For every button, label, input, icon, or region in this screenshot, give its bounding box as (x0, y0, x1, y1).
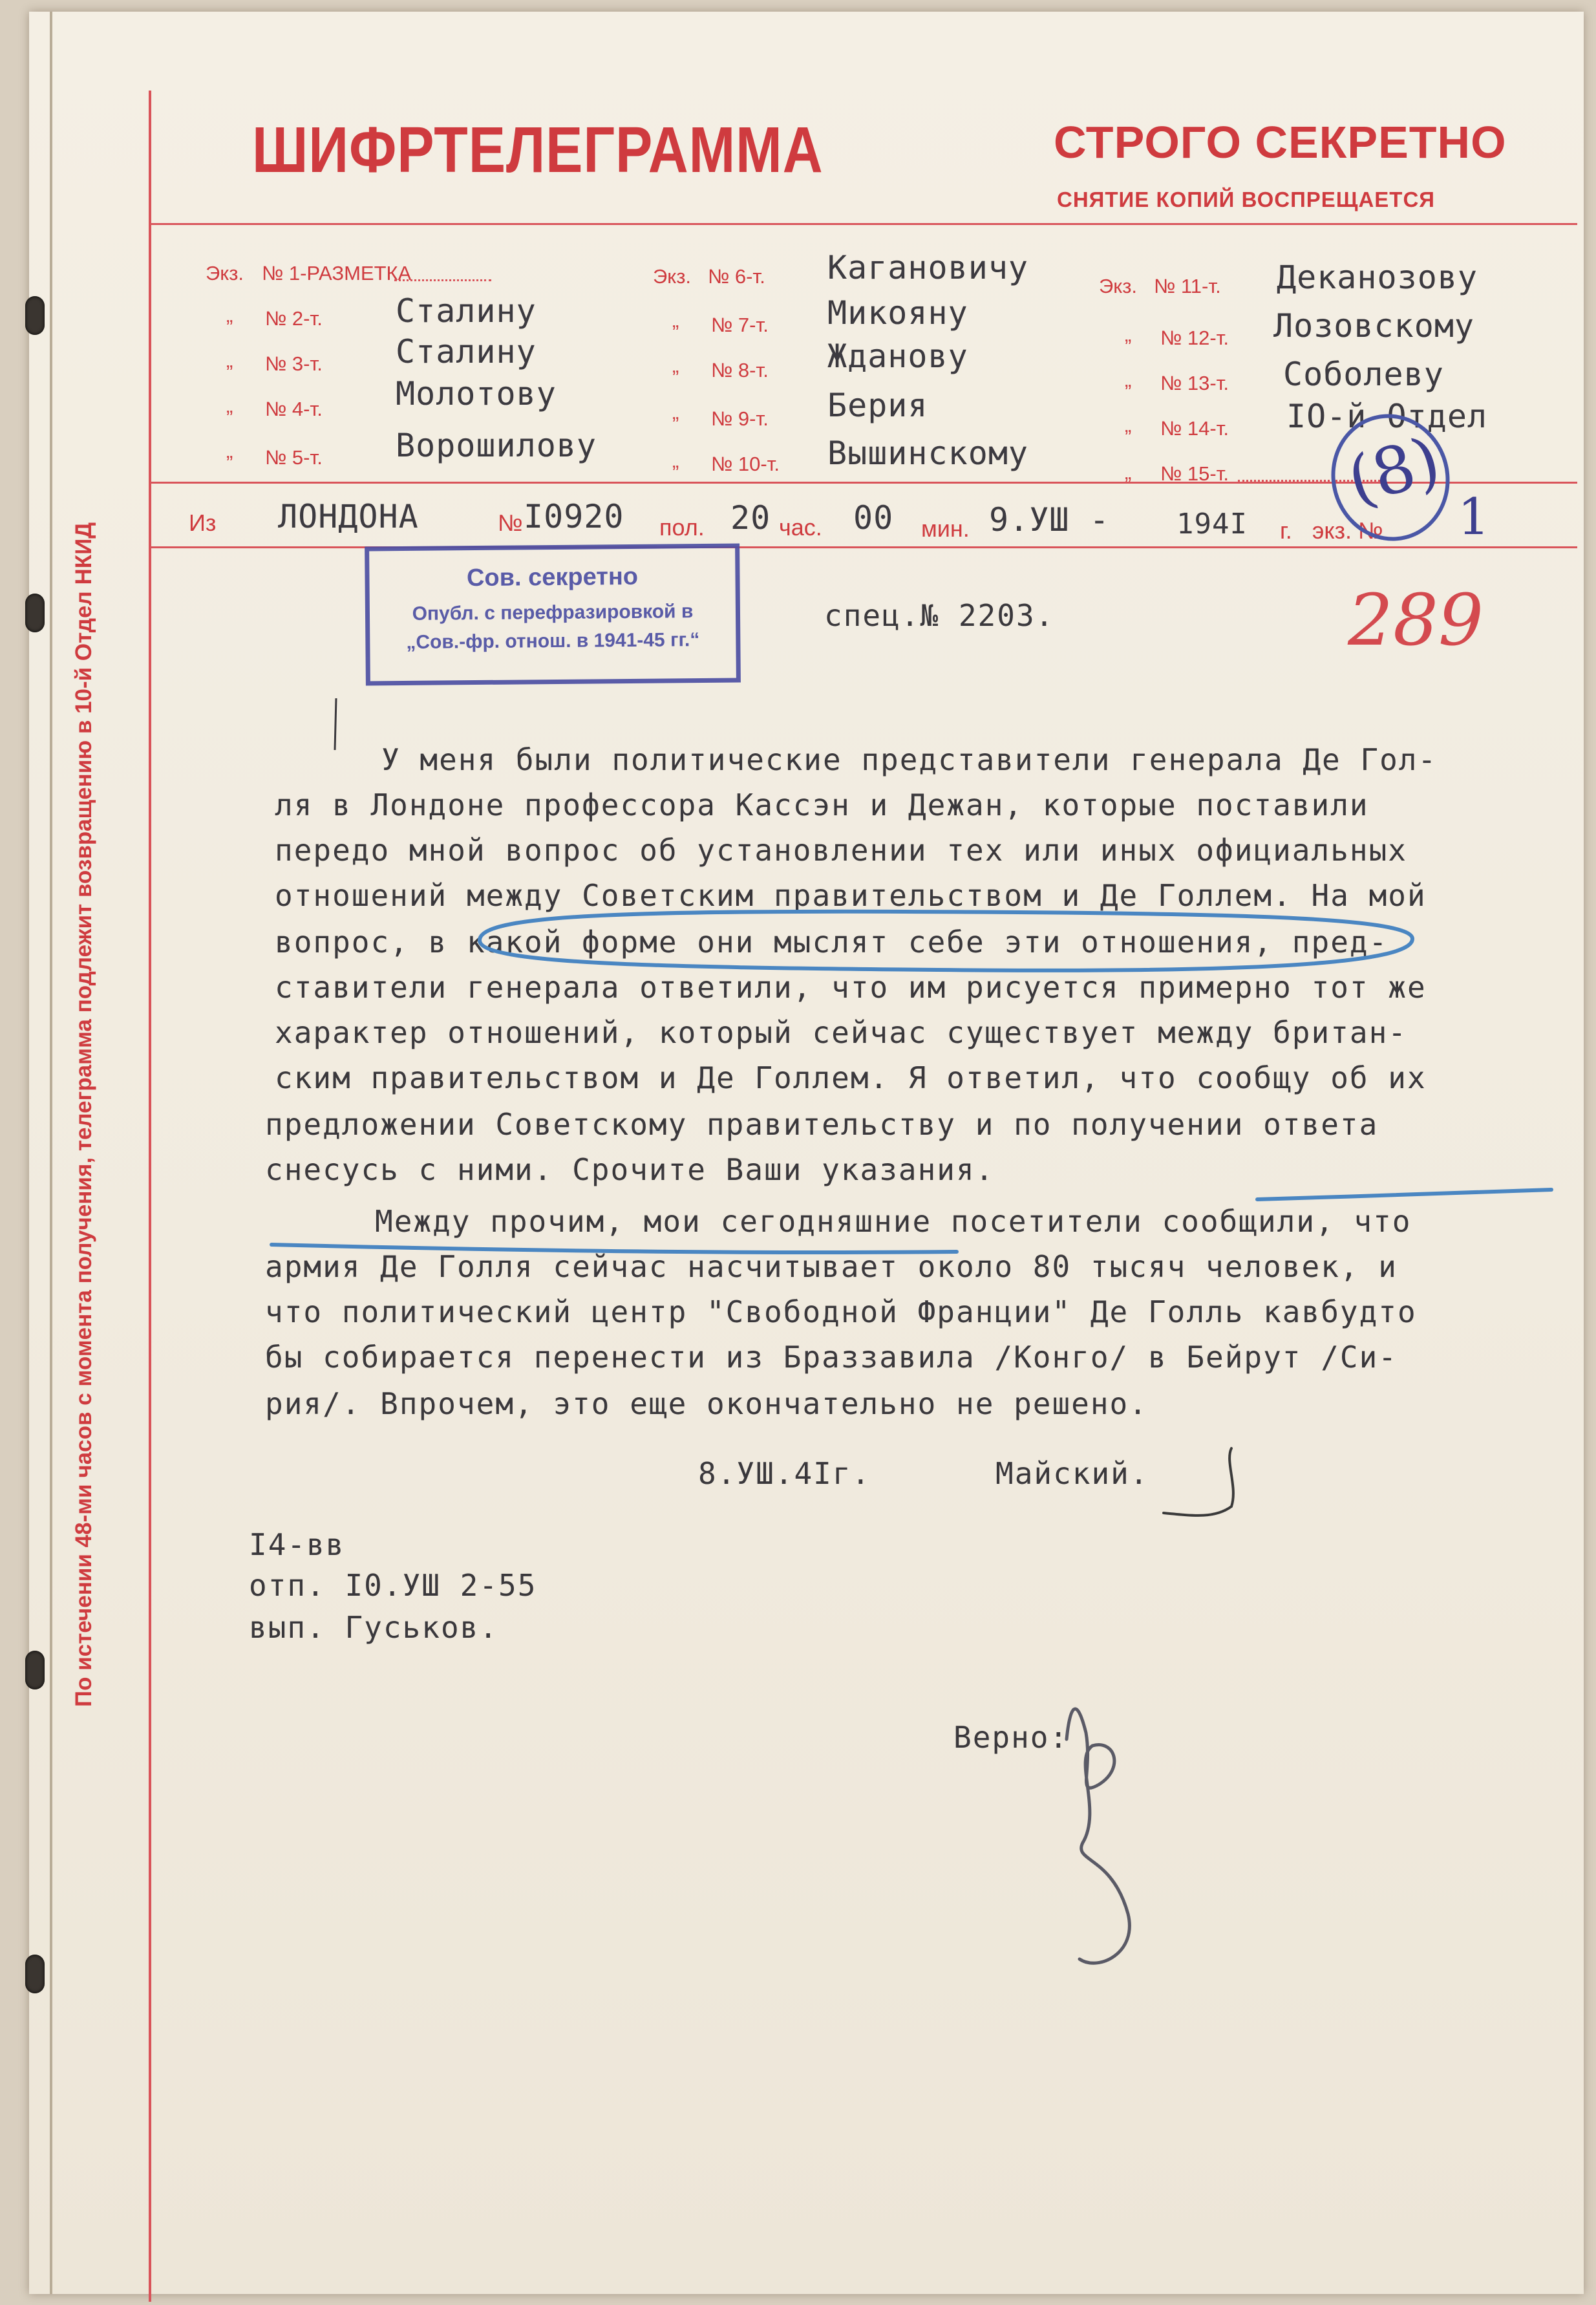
copy-label-4: № 4-т. (265, 398, 323, 420)
copy-label-15: № 15-т. (1160, 462, 1229, 485)
addressee-4: Молотову (396, 375, 557, 413)
from-city: ЛОНДОНА (278, 498, 419, 535)
ditto-mark: „ (1125, 369, 1132, 391)
received-date: 9.УШ - (989, 501, 1110, 539)
special-number: спец.№ 2203. (824, 598, 1055, 633)
ditto-mark: „ (226, 440, 233, 462)
ditto-mark: „ (672, 449, 679, 472)
addressee-3: Сталину (396, 333, 537, 370)
copy-prefix: Экз. (1099, 275, 1138, 297)
addressee-14: IO-й Отдел (1286, 398, 1488, 435)
copy-label-5: № 5-т. (265, 446, 323, 469)
body-line: армия Де Голля сейчас насчитывает около 80 тысяч человек, и (265, 1249, 1398, 1284)
received-label: пол. (659, 514, 705, 541)
addressee-9: Берия (827, 387, 928, 424)
closing-date: 8.УШ.4Iг. (698, 1456, 871, 1491)
received-year: 194I (1176, 508, 1248, 541)
ditto-mark: „ (1125, 323, 1132, 346)
minutes-label: мин. (921, 515, 970, 542)
body-line: предложении Советскому правительству и по получении ответа (265, 1107, 1379, 1142)
addressee-13: Соболеву (1283, 356, 1444, 393)
addressee-10: Вышинскому (827, 434, 1029, 472)
ditto-mark: „ (672, 401, 679, 423)
pencil-circle-mark (480, 912, 1412, 970)
year-label: г. (1280, 517, 1292, 544)
copy-label-6: № 6-т. (708, 265, 765, 288)
body-line: ставители генерала ответили, что им рисуется примерно тот же (275, 970, 1427, 1005)
addressee-7: Микояну (827, 294, 968, 332)
copy-number-label: экз. № (1312, 517, 1383, 544)
number-label: № (498, 509, 523, 536)
closing-signature: Майский. (995, 1456, 1149, 1491)
copy-label-7: № 7-т. (711, 314, 769, 336)
signature-squiggle (1164, 1448, 1233, 1516)
telegram-number: I0920 (524, 498, 624, 535)
stamp-line-1: Сов. секретно (466, 563, 639, 592)
ditto-mark: „ (1125, 414, 1132, 436)
verification-label: Верно: (953, 1720, 1069, 1755)
copy-prohibited-notice: СНЯТИЕ КОПИЙ ВОСПРЕЩАЕТСЯ (1057, 188, 1436, 211)
body-line: отношений между Советским правительством и Де Голлем. На мой (275, 878, 1427, 913)
ditto-mark: „ (1125, 461, 1132, 484)
footer-line-2: отп. I0.УШ 2-55 (249, 1568, 537, 1603)
copy-label-14: № 14-т. (1160, 417, 1229, 440)
body-line: передо мной вопрос об установлении тех или иных официальных (275, 833, 1407, 868)
addressee-5: Ворошилову (396, 427, 597, 464)
body-line: снесусь с ними. Срочите Ваши указания. (265, 1152, 995, 1187)
addressee-12: Лозовскому (1273, 307, 1475, 345)
ditto-mark: „ (226, 394, 233, 417)
received-hours: 20 (730, 499, 771, 537)
body-line: рия/. Впрочем, это еще окончательно не решено. (265, 1386, 1148, 1421)
footer-line-3: вып. Гуськов. (249, 1610, 499, 1645)
body-line: бы собирается перенести из Браззавила /Конго/ в Бейрут /Си- (265, 1340, 1398, 1375)
ditto-mark: „ (226, 304, 233, 327)
addressee-6: Кагановичу (827, 249, 1029, 286)
body-line: У меня были политические представители генерала Де Гол- (381, 742, 1438, 777)
pen-tick-mark (335, 698, 336, 750)
copy-label-10: № 10-т. (711, 453, 780, 475)
addressee-11: Деканозову (1277, 259, 1478, 296)
body-line: ским правительством и Де Голлем. Я ответил, что сообщу об их (275, 1060, 1427, 1095)
from-label: Из (189, 509, 217, 536)
received-minutes: 00 (853, 499, 894, 537)
copy-label-11: № 11-т. (1154, 275, 1221, 297)
copy-label-2: № 2-т. (265, 307, 323, 330)
pencil-underline-mark (1257, 1190, 1551, 1199)
body-line: вопрос, в какой форме они мыслят себе эти отношения, пред- (275, 925, 1389, 960)
copy-label-8: № 8-т. (711, 359, 769, 381)
copy-prefix: Экз. (653, 265, 692, 288)
copy-label-3: № 3-т. (265, 352, 323, 375)
body-line: характер отношений, который сейчас существует между британ- (275, 1015, 1407, 1050)
copy-number-handwritten: 1 (1458, 488, 1490, 546)
addressee-2: Сталину (396, 292, 537, 330)
stamp-line-3: „Сов.-фр. отнош. в 1941-45 гг.“ (406, 629, 700, 653)
document-title: ШИФРТЕЛЕГРАММА (252, 114, 824, 186)
copy-label-9: № 9-т. (711, 407, 769, 430)
pencil-underline-mark (271, 1245, 957, 1252)
secrecy-label: СТРОГО СЕКРЕТНО (1054, 117, 1507, 167)
body-line: что политический центр "Свободной Франции" Де Голль кавбудто (265, 1294, 1417, 1329)
stamp-line-2: Опубл. с перефразировкой в (412, 601, 694, 625)
copy-prefix: Экз. (206, 262, 244, 284)
ditto-mark: „ (226, 349, 233, 372)
return-instruction-note: По истечении 48-ми часов с момента получения, телеграмма подлежит возвращению в 10-й Отдел НКИД (71, 522, 96, 1707)
copy-label-13: № 13-т. (1160, 372, 1229, 394)
hours-label: час. (779, 514, 822, 541)
circled-handwritten-mark: (8) (1317, 401, 1464, 554)
ditto-mark: „ (672, 354, 679, 377)
footer-line-1: I4-вв (249, 1527, 345, 1562)
addressee-8: Жданову (827, 338, 968, 375)
page-number-handwritten: 289 (1348, 579, 1484, 661)
verification-signature (1067, 1709, 1129, 1963)
body-line: ля в Лондоне профессора Кассэн и Дежан, которые поставили (275, 788, 1369, 822)
body-line: Между прочим, мои сегодняшние посетители сообщили, что (375, 1204, 1412, 1239)
copy-label-1: № 1-РАЗМЕТКА (262, 262, 412, 284)
ditto-mark: „ (672, 309, 679, 332)
copy-label-12: № 12-т. (1160, 327, 1229, 349)
